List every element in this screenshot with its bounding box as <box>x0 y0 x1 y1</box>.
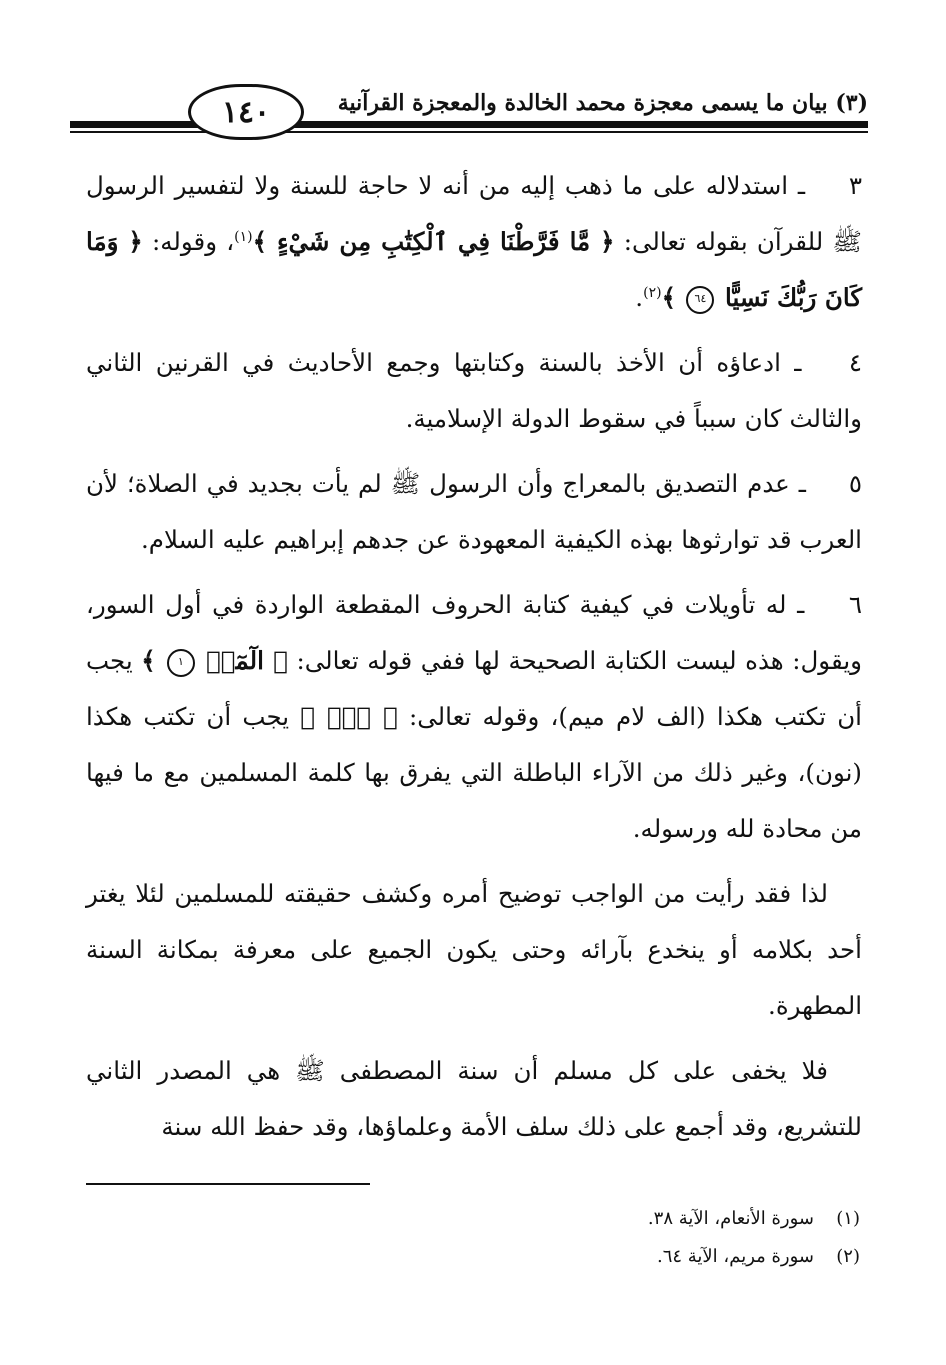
paragraph-point-6 <box>86 577 862 857</box>
footnote-number: (١) <box>836 1208 860 1229</box>
paragraph-text: ، وقوله: <box>142 227 235 256</box>
footnote-separator <box>86 1183 370 1185</box>
paragraph-text: ٦ ـ له تأويلات في كيفية كتابة الحروف المقطعة الواردة في أول السور، ويقول: هذه ليست الكتابة الصحيحة لها ففي قوله تعالى: <box>86 590 863 675</box>
paragraph-text: لذا فقد رأيت من الواجب توضيح أمره وكشف حقيقته للمسلمين لئلا يغتر أحد بكلامه أو ينخدع بآرائه وحتى يكون الجميع على معرفة بمكانة السنة المطهرة. <box>86 879 862 1020</box>
paragraph-text: يجب أن تكتب هكذا (الف لام ميم)، وقوله تعالى: <box>86 646 862 731</box>
header-rule <box>70 121 868 128</box>
footnote-number: (٢) <box>836 1246 860 1267</box>
quran-verse: ﴿ وَمَا كَانَ رَبُّكَ نَسِيًّا <box>86 227 862 312</box>
footnote-ref: (٢) <box>643 284 662 301</box>
quran-verse-end: ﴾ <box>661 283 685 312</box>
quran-verse: ﴿ نٓۚ ﴾ <box>300 702 398 731</box>
footnote-text: سورة مريم، الآية ٦٤. <box>656 1246 814 1267</box>
paragraph-point-3 <box>86 158 862 326</box>
aya-number-marker: ٦٤ <box>686 286 714 314</box>
paragraph-text: . <box>635 283 644 312</box>
running-title: (٣) بيان ما يسمى معجزة محمد الخالدة والمعجزة القرآنية <box>337 90 868 116</box>
quran-verse: ﴿ مَّا فَرَّطْنَا فِي ٱلْكِتَٰبِ مِن شَيْءٍ ﴾ <box>252 227 615 256</box>
page-number: ١٤٠ <box>188 84 304 140</box>
footnote-item <box>84 1238 860 1276</box>
paragraph-sunnah <box>86 1043 862 1155</box>
header-rule-thin <box>70 131 868 133</box>
paragraph-text: ٣ ـ استدلاله على ما ذهب إليه من أنه لا حاجة للسنة ولا لتفسير الرسول ﷺ للقرآن بقوله تعالى: <box>86 171 862 256</box>
footnotes <box>84 1200 860 1276</box>
main-text <box>86 158 862 1164</box>
paragraph-point-5 <box>86 456 862 568</box>
footnote-item <box>84 1200 860 1238</box>
paragraph-text: يجب أن تكتب هكذا (نون)، وغير ذلك من الآراء الباطلة التي يفرق بها كلمة المسلمين مع ما فيها من محادة لله ورسوله. <box>86 702 862 843</box>
aya-number-marker: ١ <box>167 649 195 677</box>
paragraph-text: فلا يخفى على كل مسلم أن سنة المصطفى ﷺ هي المصدر الثاني للتشريع، وقد أجمع على ذلك سلف الأمة وعلماؤها، وقد حفظ الله سنة <box>86 1056 862 1141</box>
paragraph-text: ٤ ـ ادعاؤه أن الأخذ بالسنة وكتابتها وجمع الأحاديث في القرنين الثاني والثالث كان سبباً في سقوط الدولة الإسلامية. <box>86 348 862 433</box>
quran-verse: ﴿ الٓمٓرۚ <box>196 646 288 675</box>
page-header <box>70 70 868 134</box>
footnote-ref: (١) <box>234 228 253 245</box>
paragraph-text: ٥ ـ عدم التصديق بالمعراج وأن الرسول ﷺ لم يأت بجديد في الصلاة؛ لأن العرب قد توارثوها بهذه الكيفية المعهودة عن جدهم إبراهيم عليه السلام. <box>86 469 862 554</box>
paragraph-conclusion <box>86 866 862 1034</box>
footnote-text: سورة الأنعام، الآية ٣٨. <box>647 1208 814 1229</box>
paragraph-point-4 <box>86 335 862 447</box>
quran-verse-end: ﴾ <box>141 646 165 675</box>
